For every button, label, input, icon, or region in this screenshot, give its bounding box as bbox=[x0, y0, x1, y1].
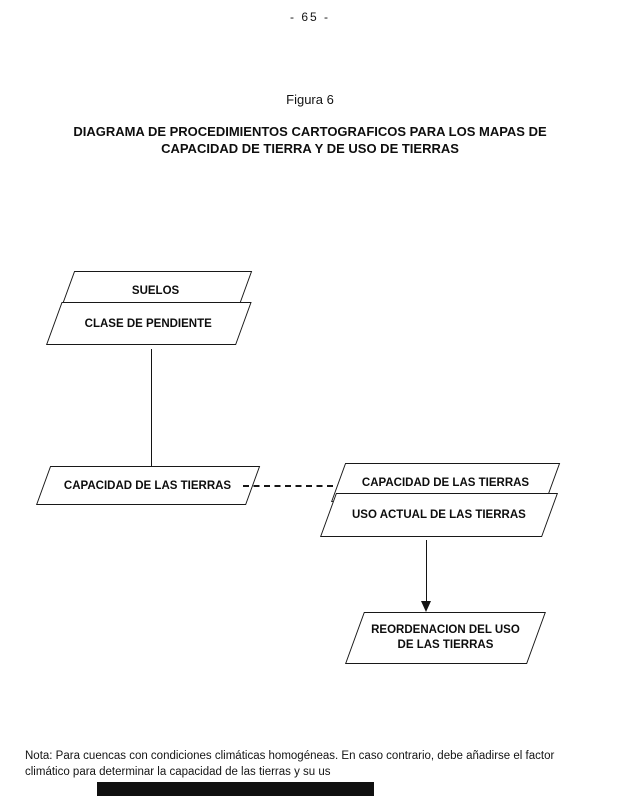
node-clase-de-pendiente-label: CLASE DE PENDIENTE bbox=[85, 317, 213, 330]
page-number: - 65 - bbox=[289, 10, 330, 24]
node-clase-de-pendiente bbox=[46, 302, 252, 345]
arrow-head bbox=[421, 601, 431, 612]
node-reordenacion-uso bbox=[345, 612, 546, 664]
node-reordenacion-uso-label: REORDENACION DEL USO DE LAS TIERRAS bbox=[371, 624, 520, 651]
footnote-line-2: climático para determinar la capacidad de las tierras y su us bbox=[25, 766, 331, 778]
node-uso-actual-tierras-label: USO ACTUAL DE LAS TIERRAS bbox=[352, 509, 526, 521]
footnote bbox=[25, 748, 600, 780]
node-capacidad-tierras-left bbox=[36, 466, 260, 505]
figure-title-line-2: CAPACIDAD DE TIERRA Y DE USO DE TIERRAS bbox=[161, 141, 459, 156]
figure-title-line-1: DIAGRAMA DE PROCEDIMIENTOS CARTOGRAFICOS PARA LOS MAPAS DE bbox=[73, 124, 547, 139]
node-suelos-label: SUELOS bbox=[132, 284, 180, 297]
arrow-shaft bbox=[426, 540, 427, 603]
node-capacidad-tierras-right-label: CAPACIDAD DE LAS TIERRAS bbox=[362, 476, 530, 489]
down-arrow-icon-left bbox=[145, 349, 157, 479]
arrow-shaft bbox=[151, 349, 152, 470]
node-uso-actual-tierras bbox=[320, 493, 558, 537]
down-arrow-icon-right bbox=[420, 540, 432, 612]
figure-label: Figura 6 bbox=[286, 92, 334, 107]
figure-title bbox=[30, 123, 590, 157]
dashed-connector bbox=[243, 485, 333, 487]
scan-artifact-bar bbox=[97, 782, 374, 796]
footnote-line-1: Nota: Para cuencas con condiciones climáticas homogéneas. En caso contrario, debe añadirse el factor bbox=[25, 750, 555, 762]
node-capacidad-tierras-left-label: CAPACIDAD DE LAS TIERRAS bbox=[64, 479, 232, 492]
